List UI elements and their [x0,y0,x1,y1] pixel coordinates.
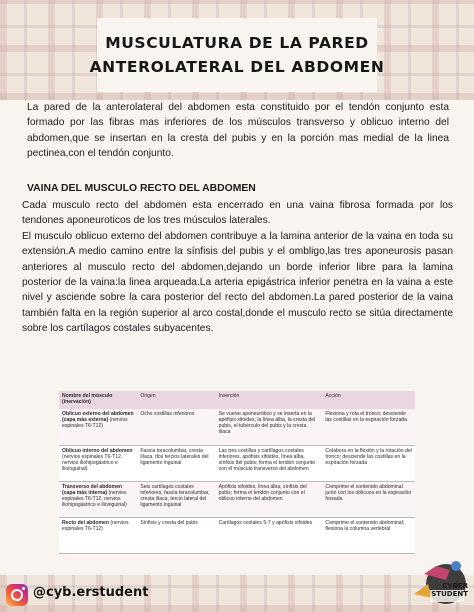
brand-text [412,582,468,598]
muscle-name: Transverso del abdomen (capa más interna) [62,483,123,496]
muscle-nerve: (nervios espinales T6-T12) [62,519,129,532]
cell-muscle [59,481,137,517]
muscle-table [59,391,415,576]
cell-insertion: Se vuelve aponeurótico y se inserta en la apófisis xifoides, la línea alba, la cresta del pubis, el tubérculo del pubis y la cresta ilíaca [216,409,323,445]
cell-insertion: Las tres costillas y cartílagos costales inferiores, apófisis xifoides, línea alba, sínfisis del pubis; forma el tendón conjunto con el músculo transverso del abdomen [216,445,323,481]
cell-action: Flexiona y rota el tronco; desciende las costillas en la espiración forzada [322,409,415,445]
instagram-icon[interactable] [6,584,28,606]
muscle-name: Recto del abdomen [62,519,109,526]
muscle-nerve: (nervios espinales T6-T12, nervios iliohipogástrico e ilioinguinal) [62,489,127,508]
cell-origin: Seis cartílagos costales inferiores, fascia toracolumbar, cresta ilíaca, tercio lateral del ligamento inguinal [137,481,215,517]
cell-action: Comprime el contenido abdominal junto con los oblicuos en la espiración forzada [322,481,415,517]
table-row [59,445,415,481]
table-row [59,481,415,517]
header-muscle: Nombre del músculo (inervación) [59,391,137,409]
section-paragraph-2: El musculo oblicuo externo del abdomen contribuye a la lamina anterior de la vaina en toda su extensión.A medio camino entre la sínfisis del pubis y el ombligo,las tres aponeurosis pasan anteriores al musculo recto del abdomen,dejando un borde inferior libre para la lamina posterior de la vaina:la linea arqueada.La arteria epigástrica inferior penetra en la vaina a este nivel y asciende sobre la cara posterior del recto del abdomen.La pared posterior de la vaina también falta en la región superior al arco costal,donde el musculo recto se sitúa directamente sobre los cartílagos costales subyacentes. [22,230,453,335]
instagram-dot-icon [22,587,25,590]
intro-paragraph: La pared de la anterolateral del abdomen esta constituido por el tendón conjunto esta formado por las fibras mas inferiores de los músculos transverso y oblicuo interno del abdomen,que se insertan en la cresta del pubis y en la porción mas medial de la linea pectinea,con el tendón conjunto. [27,102,449,159]
table-row [59,517,415,553]
cell-action: Colabora en la flexión y la rotación del tronco; desciende las costillas en la espiración forzada [322,445,415,481]
muscle-nerve: (nervios espinales T6-T12, nervios iliohipogástrico e ilioinguinal) [62,453,123,472]
brand-line-2: STUDENT [431,590,468,598]
cell-insertion: Cartílagos costales 5-7 y apófisis xifoides [216,517,323,553]
brand-line-1: CYBER [442,582,468,590]
cell-muscle [59,517,137,553]
header-insertion: Inserción [216,391,323,409]
section-heading: VAINA DEL MUSCULO RECTO DEL ABDOMEN [27,183,256,194]
cell-origin: Ocho costillas inferiores [137,409,215,445]
cell-origin: Sínfisis y cresta del pubis [137,517,215,553]
instagram-ring-icon [11,589,23,601]
section-paragraph-1: Cada musculo recto del abdomen esta encerrado en una vaina fibrosa formada por los tendones aponeuroticos de los tres músculos laterales. [22,200,453,227]
header-action: Acción [322,391,415,409]
cell-insertion: Apófisis xifoides, línea alba, sínfisis del pubis; forma el tendón conjunto con el oblicuo interno del abdomen [216,481,323,517]
cyber-student-logo-icon [406,554,468,608]
cell-muscle [59,409,137,445]
cell-muscle [59,445,137,481]
table-row [59,409,415,445]
table-header-row [59,391,415,409]
cell-origin: Fascia toracolumbar, cresta ilíaca, dos tercios laterales del ligamento inguinal [137,445,215,481]
muscle-name: Oblicuo interno del abdomen [62,447,133,454]
title-line-1: MUSCULATURA DE LA PARED [105,34,369,52]
header-origin: Origen [137,391,215,409]
social-handle[interactable]: @cyb.erstudent [33,585,149,600]
title-box [89,18,385,92]
cell-action: Comprime el contenido abdominal; flexiona la columna vertebral [322,517,415,553]
title-line-2: ANTEROLATERAL DEL ABDOMEN [89,58,385,76]
muscle-nerve: (nervios espinales T6-T12) [62,417,128,430]
muscle-name: Oblicuo externo del abdomen (capa más externa) [62,411,134,424]
section-body [22,198,453,337]
